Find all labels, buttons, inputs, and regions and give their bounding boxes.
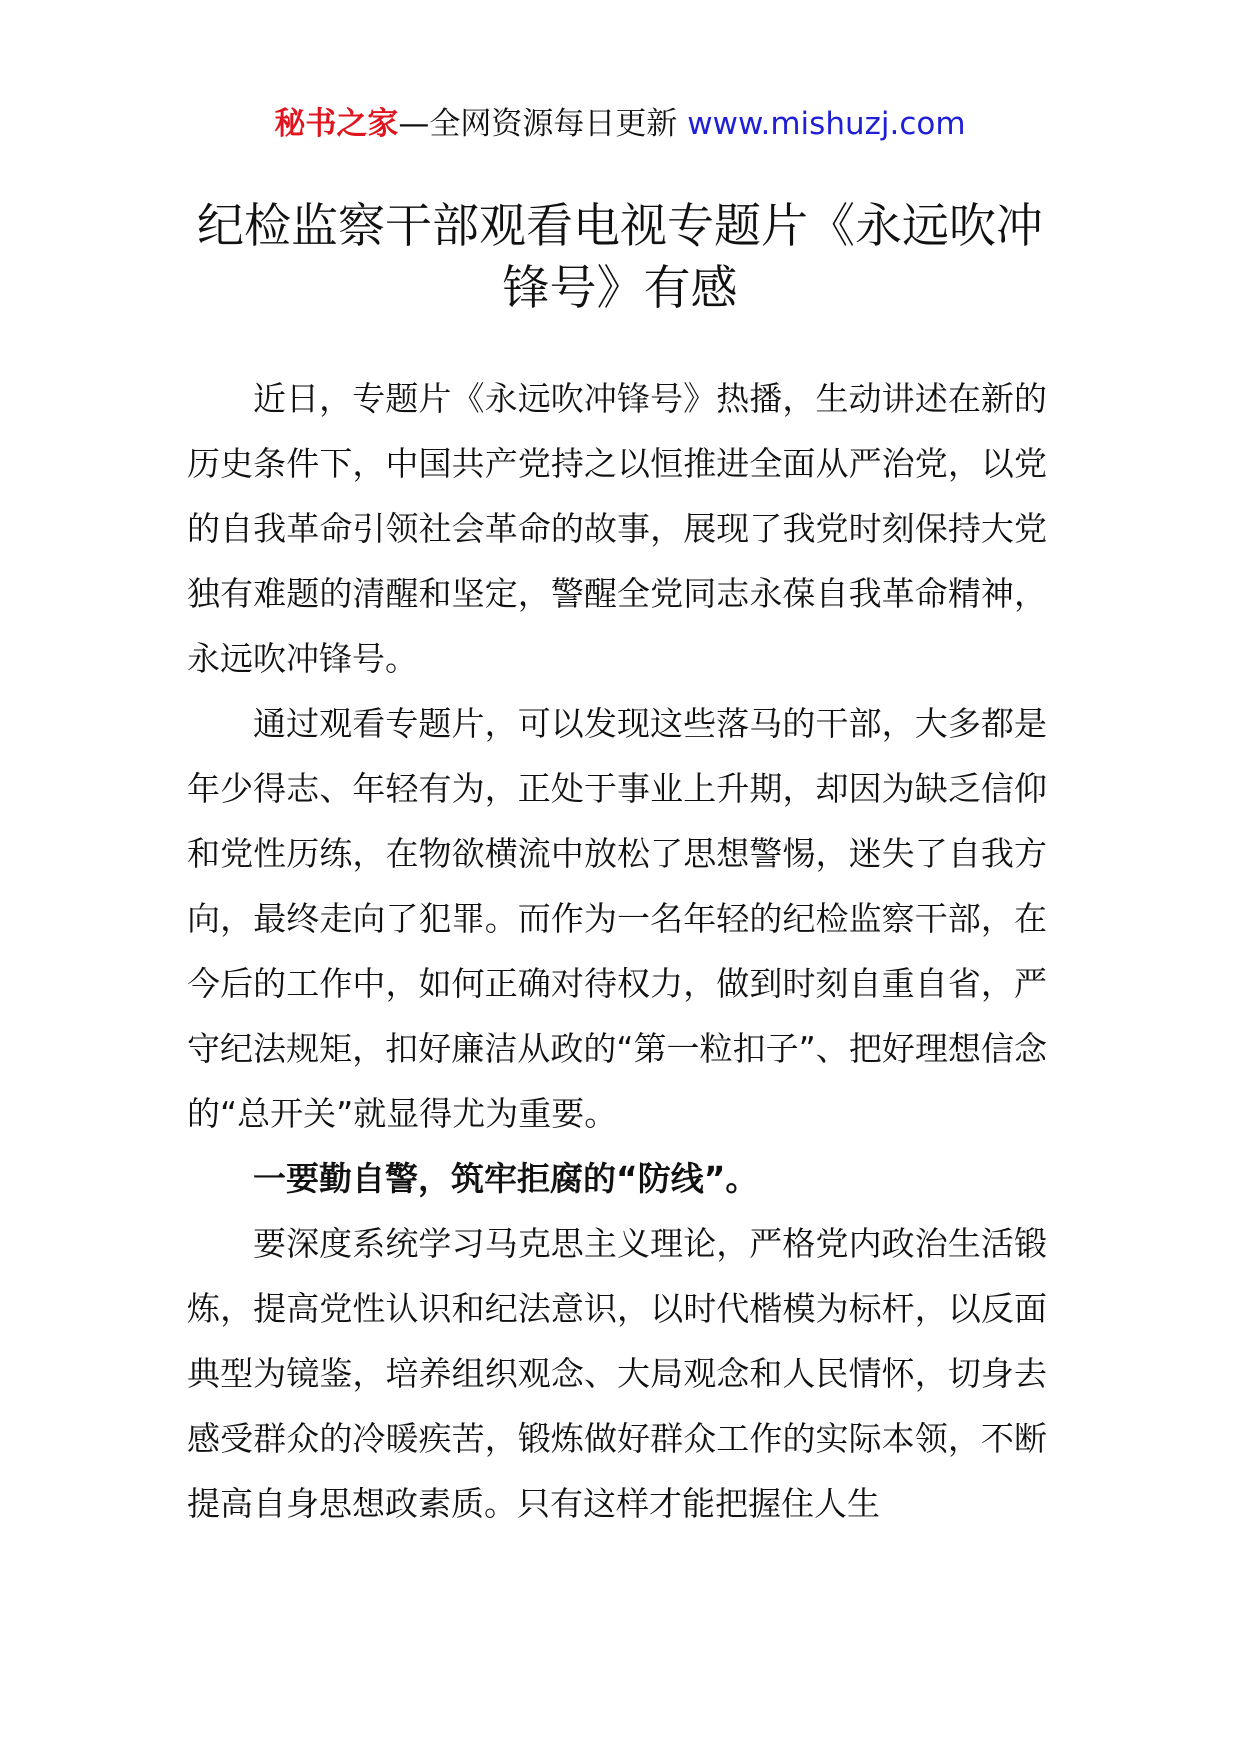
section-heading: 一要勤自警，筑牢拒腐的“防线”。 xyxy=(253,1159,759,1198)
body-paragraph: 近日，专题片《永远吹冲锋号》热播，生动讲述在新的历史条件下，中国共产党持之以恒推进全面从严治党，以党的自我革命引领社会革命的故事，展现了我党时刻保持大党独有难题的清醒和坚定，警醒全党同志永葆自我革命精神，永远吹冲锋号。 xyxy=(187,379,1047,678)
document-title xyxy=(180,196,1060,320)
header-slogan: —全网资源每日更新 xyxy=(398,106,688,142)
website-url[interactable]: www.mishuzj.com xyxy=(687,106,966,142)
title-line-2: 锋号》有感 xyxy=(502,261,738,316)
site-header xyxy=(0,104,1240,144)
title-line-1: 纪检监察干部观看电视专题片《永远吹冲 xyxy=(197,199,1043,254)
body-paragraph: 要深度系统学习马克思主义理论，严格党内政治生活锻炼，提高党性认识和纪法意识，以时代楷模为标杆，以反面典型为镜鉴，培养组织观念、大局观念和人民情怀，切身去感受群众的冷暖疾苦，锻炼做好群众工作的实际本领，不断提高自身思想政素质。只有这样才能把握住人生 xyxy=(187,1224,1047,1523)
document-body xyxy=(187,366,1047,1536)
brand-name: 秘书之家 xyxy=(274,106,399,142)
body-paragraph: 通过观看专题片，可以发现这些落马的干部，大多都是年少得志、年轻有为，正处于事业上升期，却因为缺乏信仰和党性历练，在物欲横流中放松了思想警惕，迷失了自我方向，最终走向了犯罪。而作为一名年轻的纪检监察干部，在今后的工作中，如何正确对待权力，做到时刻自重自省，严守纪法规矩，扣好廉洁从政的“第一粒扣子”、把好理想信念的“总开关”就显得尤为重要。 xyxy=(187,704,1047,1133)
